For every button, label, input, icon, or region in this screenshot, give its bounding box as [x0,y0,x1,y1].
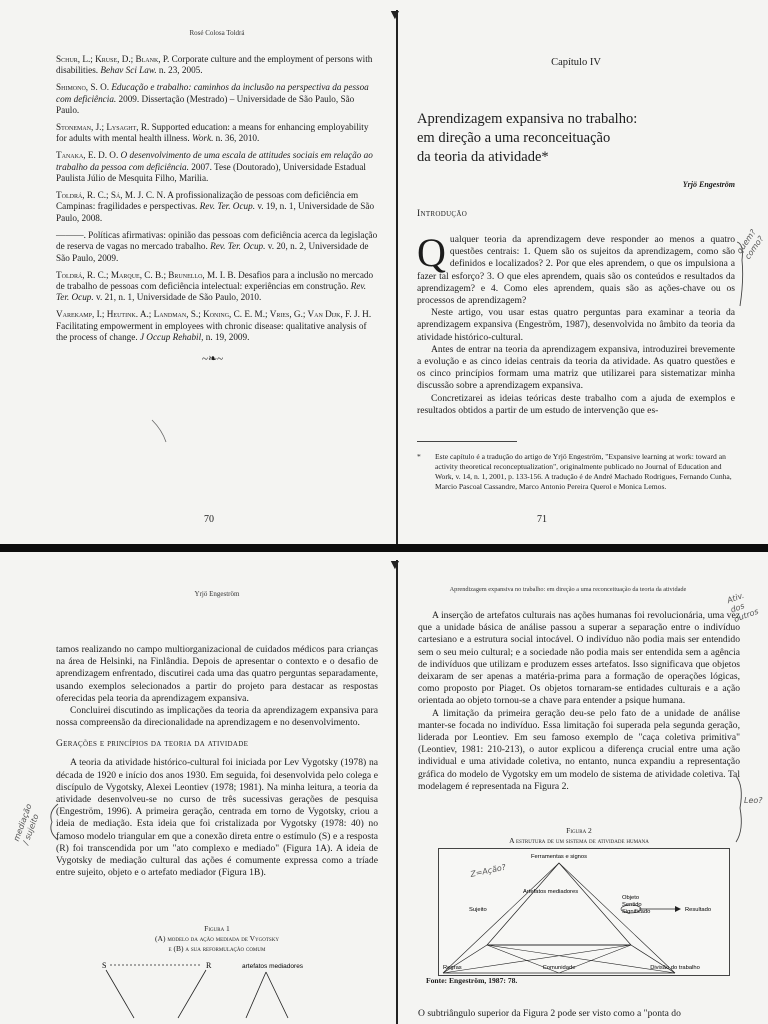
drop-cap: Q [417,230,446,275]
chapter-title-line: em direção a uma reconceituação [417,130,611,146]
footnote: * Este capítulo é a tradução do artigo de Yrjö Engeström, "Expansive learning at work: toward an activity theoretical reconceptualization", originalmente publicado no Journal of Education and Work, v. 14, n. 1, 2001, p. 133-156. A tradução é de André Machado Rodrigues, Fernando Cunha, Marcio Pascoal Cassandre, Marco Antonio Pereira Querol e Monica Lemos. [417,452,732,491]
inner-line [443,863,559,973]
paragraph: O subtriângulo superior da Figura 2 pode ser visto como a "ponta do [418,1008,681,1019]
reference-item: Toldrá, R. C.; Sá, M. J. C. N. A profissionalização de pessoas com deficiência em Campinas: fragilidades e perspectivas. Rev. Ter. Ocup. v. 19, n. 1, Universidade de São Paulo, 2008. [56,190,375,223]
pencil-annotation: mediação / sujeito [11,802,41,846]
triangle-edge [106,970,134,1018]
label-meaning: Significado [622,909,651,915]
page-71 [417,0,735,540]
reference-item: Stoneman, J.; Lysaght, R. Supported education: a means for enhancing employability for adults with mental health illness. Work. n. 36, 2010. [56,122,369,144]
page-70 [56,0,378,540]
page-number: 71 [537,514,547,525]
paragraph: A teoria da atividade histórico-cultural foi iniciada por Lev Vygotsky (1978) na década de 1920 e início dos anos 1930. Em seguida, foi desenvolvida pelo colega e discípulo de Vygotsky, Alexei Leontiev (1978; 1981). Na minha leitura, a teoria da atividade desenvolveu-se no curso de três sucessivas gerações de pesquisa (Engeström, 1996). A primeira geração, centrada em torno de Vygotsky, criou a ideia de mediação. Esta ideia que foi cristalizada por Vygotsky (1978: 40) no famoso modelo triangular em que a conexão direta entre o estímulo (S) e a resposta (R) foi transcendida por um "ato complexo e mediado" (Figura 1A). A ideia de Vygotsky de mediação cultural das ações é comumente expressa como a tríade entre sujeito, objeto e o artefato mediador (Figura 1B). [56,757,378,879]
figure-source: Fonte: Engeström, 1987: 78. [426,976,518,985]
figure-caption: e (B) a sua reformulação comum [168,944,266,953]
label-rules: Regras [443,965,462,971]
pencil-bracket [736,240,748,310]
chapter-title-line: da teoria da atividade* [417,149,549,165]
gutter-line [396,560,398,1024]
page-number: 70 [204,514,214,525]
body-text [417,230,735,417]
inner-line [443,945,631,973]
figure-1-diagram [56,958,378,1024]
paragraph: Concretizarei as ideias teóricas deste trabalho com a ajuda de exemplos e resultados obtidos a partir de um estudo de intervenção que es- [417,392,735,416]
reference-item: Varekamp, I.; Heutink. A.; Landman, S.; Koning, C. E. M.; Vries, G.; Van Dijk, F. J. H. Facilitating empowerment in employees with chronic disease: qualitative analysis of the process of change. J Occup Rehabil, n. 19, 2009. [56,309,372,343]
label-mediators: Artefatos mediadores [523,889,579,895]
label-community: Comunidade [542,965,576,971]
activity-system-diagram [438,848,730,976]
footnote-rule [417,441,517,442]
pencil-bracket [46,802,60,842]
reference-item: Schur, L.; Kruse, D.; Blank, P. Corporate culture and the employment of persons with disabilities. Behav Sci Law. n. 23, 2005. [56,54,373,76]
inner-line [559,863,675,973]
page-73 [418,552,740,1024]
body-text [56,644,378,879]
fig-label-s: S [102,961,107,970]
reference-item: ———. Políticas afirmativas: opinião das pessoas com deficiência acerca da legislação de reserva de vagas no mercado trabalho. Rev. Ter. Ocup. v. 20, n. 2, Universidade de São Paulo, 2009. [56,229,378,263]
label-tools: Ferramentas e signos [530,854,588,860]
triangle-edge [178,970,206,1018]
label-object: Objeto [622,895,640,901]
figure-caption: (A) modelo da ação mediada de Vygotsky [155,934,279,943]
label-division: Divisão do trabalho [650,965,700,971]
outer-triangle [487,863,631,945]
paragraph: A inserção de artefatos culturais nas ações humanas foi revolucionária, uma vez que a unidade básica de análise passou a superar a separação entre o indivíduo cartesiano e a estrutura social intocável. O indivíduo não podia mais ser entendido sem o seu meio cultural; e a sociedade não podia mais ser entendida sem a agência de indivíduos que utilizam e produzem esses artefatos. Isso significava que objetos deixaram de ser apenas a matéria-prima para a formação de operações lógicas, como proposto por Piaget. Os objetos tornaram-se entidades culturais e a ação orientada ao objeto tornou-se a chave para entender a psique humana. [418,610,740,707]
chapter-author: Yrjö Engeström [682,180,735,189]
inner-line [487,945,675,973]
pencil-annotation: Ativ. dos outros [725,590,760,624]
running-head: Yrjö Engeström [194,590,240,598]
figure-label: Figura 2 [566,826,592,835]
paragraph: Concluirei discutindo as implicações da teoria da aprendizagem expansiva para nossa compreensão da direcionalidade na aprendizagem e no desenvolvimento. [56,705,378,729]
reference-list [56,54,378,349]
chapter-title [417,110,735,167]
fig-label-artifacts: artefatos mediadores [242,963,304,970]
figure-2 [418,826,740,985]
label-sense: Sentido [622,902,642,908]
pencil-annotation: Z=Ação? [469,862,507,879]
pencil-bracket [734,774,748,844]
reference-item: Shimono, S. O. Educação e trabalho: caminhos da inclusão na perspectiva da pessoa com deficiência. 2009. Dissertação (Mestrado) – Universidade de São Paulo, São Paulo. [56,82,369,116]
running-head: Aprendizagem expansiva no trabalho: em direção a uma reconceituação da teoria da atividade [449,586,687,593]
body-text [418,610,740,793]
figure-caption: A estrutura de um sistema de atividade humana [509,836,649,845]
chapter-title-line: Aprendizagem expansiva no trabalho: [417,111,638,127]
reference-item: Tanaka, E. D. O. O desenvolvimento de uma escala de attitudes sociais em relação ao trabalho da pessoa com deficiência. 2007. Tese (Doutorado), Universidade Estadual Paulista Júlio de Mesquita Filho, Marilia. [56,150,373,184]
page-72 [56,552,378,1024]
ornament: ~❧~ [202,353,224,365]
triangle-edge [266,972,288,1018]
pencil-annotation: Leo? [744,796,763,805]
label-result: Resultado [685,907,712,913]
pencil-annotation: quem? como? [734,227,766,261]
label-subject: Sujeito [469,907,487,913]
arrow-head-icon [675,906,681,912]
section-heading: Introdução [417,209,468,219]
running-head: Rosé Colosa Toldrá [189,29,245,37]
bottom-spread [0,552,768,1024]
reference-item: Toldrá, R. C.; Marque, C. B.; Brunello, M. I. B. Desafios para a inclusão no mercado de trabalho de pessoas com deficiência intelectual: experiências em construção. Rev. Ter. Ocup. v. 21, n. 1, Universidade de São Paulo, 2010. [56,269,374,303]
figure-1 [56,924,378,970]
triangle-edge [246,972,266,1018]
gutter-marker: ▼ [388,558,402,573]
paragraph: A limitação da primeira geração deu-se pelo fato de a unidade de análise manter-se focada no indivíduo. Essa limitação foi superada pela segunda geração, liderada por Leontiev. Em seu famoso exemplo de "caça coletiva primitiva" (Leontiev, 1981: 210-213), o autor explicou a diferença crucial entre uma ação individual e uma atividade coletiva, no entanto, nunca expandiu a representação gráfica do modelo de Vygotsky em um modelo de sistema de atividade coletiva. Tal modelagem é representada na Figura 2. [418,707,740,792]
figure-label: Figura 1 [204,924,230,933]
paragraph: Neste artigo, vou usar estas quatro perguntas para examinar a teoria da aprendizagem expansiva (Engeström, 1987), desenvolvida no âmbito da teoria da atividade histórico-cultural. [417,307,735,343]
gutter-line [396,10,398,544]
paragraph: Qualquer teoria da aprendizagem deve responder ao menos a quatro questões centrais: 1. Quem são os sujeitos da aprendizagem, como são definidos e localizados? 2. Por que eles aprendem, o que os impulsiona a fazer tal esforço? 3. O que eles aprendem, quais são os conteúdos e resultados da aprendizagem? e 4. Como eles aprendem, quais são as ações-chave ou os processos de aprendizagem? [417,230,735,307]
section-heading: Gerações e princípios da teoria da atividade [56,739,249,750]
chapter-label: Capítulo IV [551,57,601,68]
pencil-mark [150,418,180,448]
paragraph: tamos realizando no campo multiorganizacional de cuidados médicos para crianças na área de Helsinki, na Finlândia. Depois de apresentar o contexto e o desafio de aprendizagem enfrentado, discutirei cada uma das quatro perguntas separadamente, usando exemplos selecionados a partir do projeto para destacar as respostas oferecidas pela teoria da aprendizagem expansiva. [56,644,378,704]
fig-label-r: R [206,961,212,970]
paragraph: Antes de entrar na teoria da aprendizagem expansiva, introduzirei brevemente a evolução e as cinco ideias centrais da teoria da atividade. As quatro questões e os cinco princípios formam uma matriz que utilizarei para sistematizar minha discussão sobre a aprendizagem expansiva. [417,343,735,392]
gutter-marker: ▼ [388,8,402,23]
